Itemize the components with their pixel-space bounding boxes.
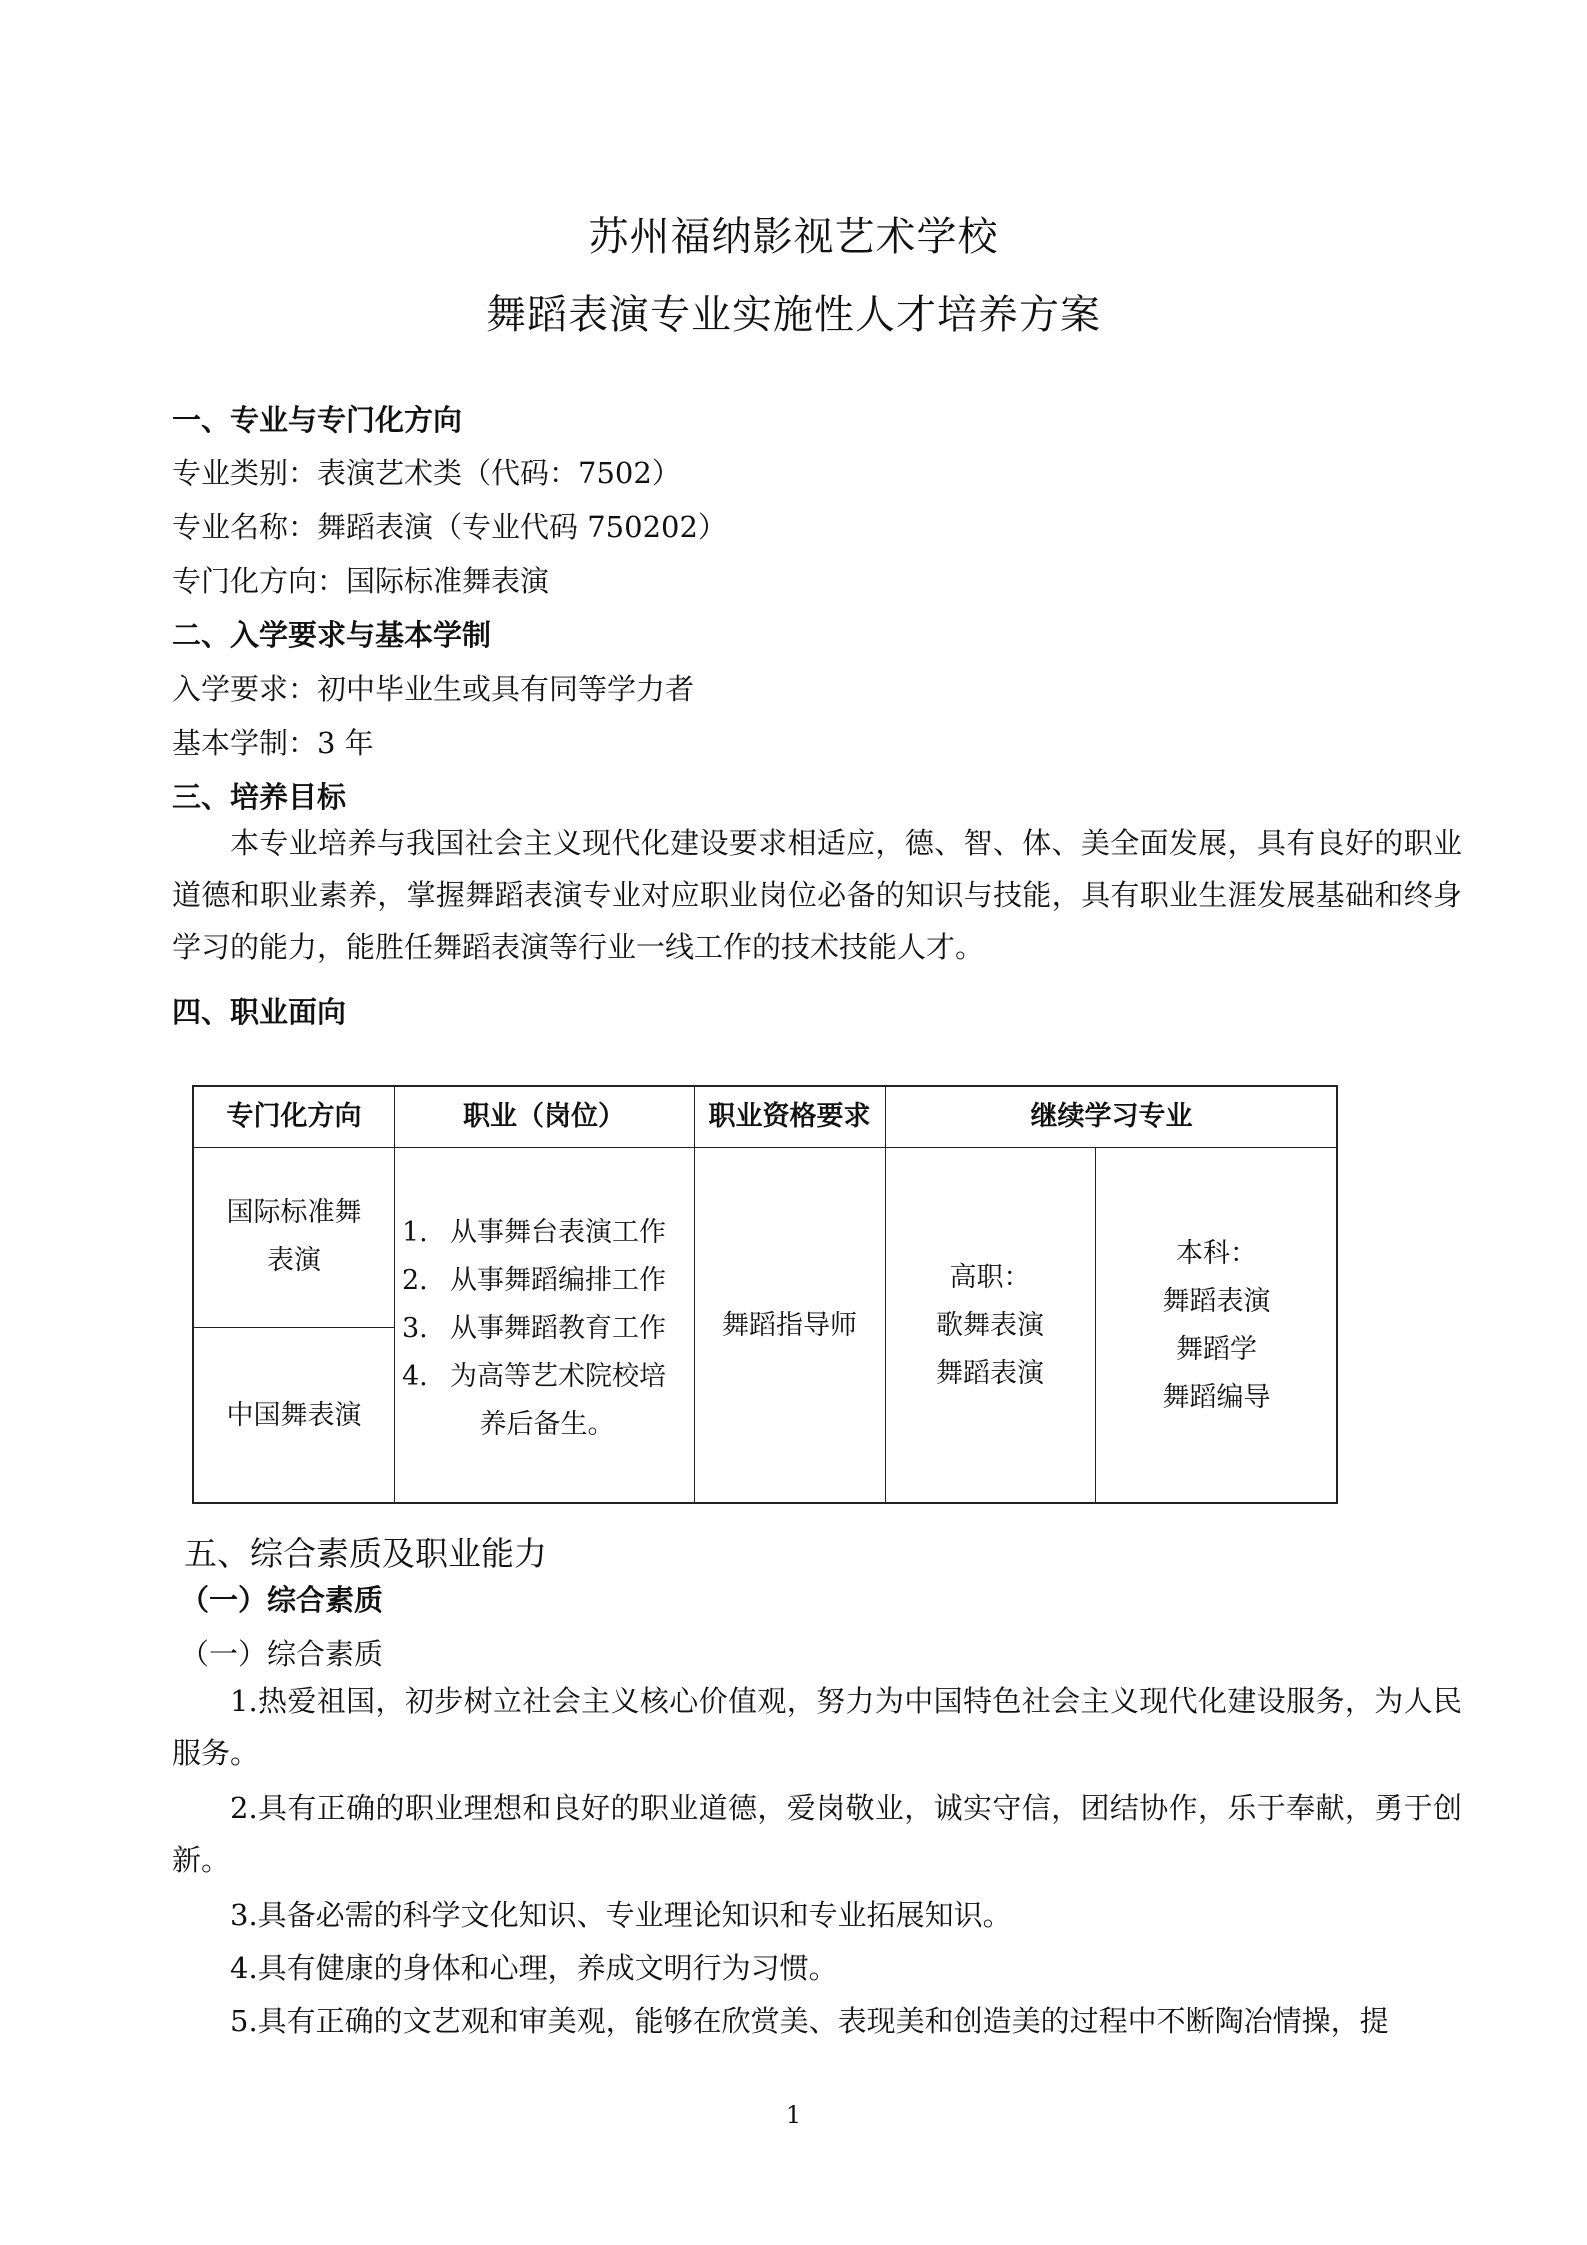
section-5-heading: 五、综合素质及职业能力 bbox=[184, 1534, 547, 1573]
section-1-heading: 一、专业与专门化方向 bbox=[172, 403, 463, 437]
direction-line: 国际标准舞 bbox=[226, 1197, 362, 1228]
occupation-item: 4. 为高等艺术院校培 bbox=[402, 1361, 666, 1392]
quality-item-5: 5.具有正确的文艺观和审美观，能够在欣赏美、表现美和创造美的过程中不断陶冶情操，提 bbox=[230, 2004, 1389, 2038]
direction-line: 表演 bbox=[267, 1245, 321, 1276]
further-higher-vocational: 高职： 歌舞表演 舞蹈表演 bbox=[936, 1261, 1044, 1389]
admission-line: 入学要求：初中毕业生或具有同等学力者 bbox=[172, 672, 695, 706]
direction-chinese-dance: 中国舞表演 bbox=[226, 1399, 362, 1431]
occupation-item-continuation: 养后备生。 bbox=[479, 1409, 615, 1440]
header-specialization: 专门化方向 bbox=[226, 1101, 362, 1132]
quality-item-2: 2.具有正确的职业理想和良好的职业道德，爱岗敬业，诚实守信，团结协作，乐于奉献，勇于创新。 bbox=[172, 1791, 1462, 1877]
training-goal-paragraph: 本专业培养与我国社会主义现代化建设要求相适应，德、智、体、美全面发展，具有良好的职业道德和职业素养，掌握舞蹈表演专业对应职业岗位必备的知识与技能，具有职业生涯发展基础和终身学习的能力，能胜任舞蹈表演等行业一线工作的技术技能人才。 bbox=[172, 826, 1462, 964]
direction-international-standard bbox=[194, 1147, 394, 1327]
quality-item-1: 1.热爱祖国，初步树立社会主义核心价值观，努力为中国特色社会主义现代化建设服务，为人民服务。 bbox=[172, 1684, 1462, 1770]
major-name-line: 专业名称：舞蹈表演（专业代码 750202） bbox=[172, 510, 727, 544]
header-qualification: 职业资格要求 bbox=[708, 1101, 871, 1132]
header-further-study: 继续学习专业 bbox=[1030, 1101, 1193, 1132]
qualification-cell: 舞蹈指导师 bbox=[722, 1309, 857, 1341]
school-title: 苏州福纳影视艺术学校 bbox=[588, 214, 999, 260]
occupation-item: 3. 从事舞蹈教育工作 bbox=[402, 1313, 666, 1344]
subsection-heading: （一）综合素质 bbox=[180, 1637, 384, 1671]
specialization-line: 专门化方向：国际标准舞表演 bbox=[172, 564, 550, 598]
occupation-item: 1. 从事舞台表演工作 bbox=[402, 1217, 666, 1248]
major-category-line: 专业类别：表演艺术类（代码：7502） bbox=[172, 456, 681, 490]
document-title: 舞蹈表演专业实施性人才培养方案 bbox=[486, 292, 1101, 338]
section-2-heading: 二、入学要求与基本学制 bbox=[172, 618, 492, 652]
section-3-heading: 三、培养目标 bbox=[172, 780, 347, 814]
subsection-heading-bold: （一）综合素质 bbox=[180, 1583, 384, 1617]
quality-item-3: 3.具备必需的科学文化知识、专业理论知识和专业拓展知识。 bbox=[230, 1898, 1012, 1932]
career-table bbox=[192, 1085, 1338, 1504]
occupation-item: 2. 从事舞蹈编排工作 bbox=[402, 1265, 666, 1296]
quality-item-4: 4.具有健康的身体和心理，养成文明行为习惯。 bbox=[230, 1951, 838, 1985]
duration-line: 基本学制：3 年 bbox=[172, 726, 374, 760]
occupation-list bbox=[402, 1209, 692, 1449]
page-number: 1 bbox=[785, 2101, 802, 2129]
section-4-heading: 四、职业面向 bbox=[172, 995, 347, 1029]
further-undergraduate: 本科： 舞蹈表演 舞蹈学 舞蹈编导 bbox=[1162, 1237, 1271, 1413]
header-occupation: 职业（岗位） bbox=[463, 1101, 625, 1132]
